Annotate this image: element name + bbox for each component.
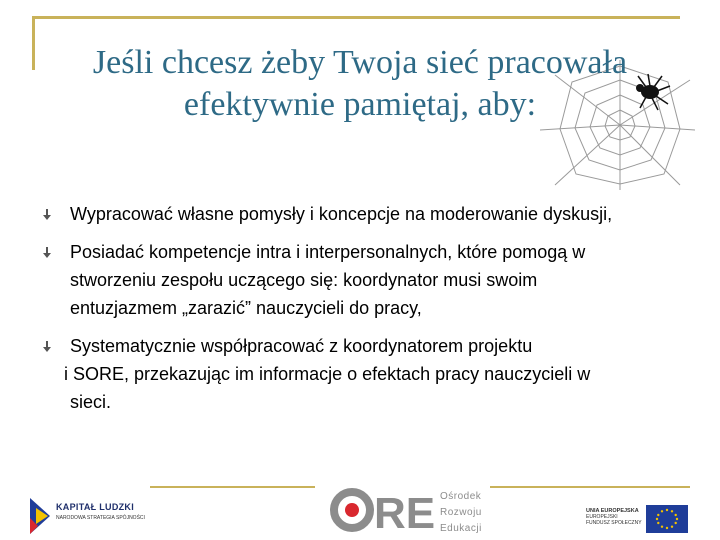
ore-institution-name [440, 489, 482, 537]
ore-word-3: Edukacji [440, 523, 482, 534]
eu-line-2: EUROPEJSKI [586, 514, 618, 520]
kapital-ludzki-text: KAPITAŁ LUDZKI [56, 502, 135, 512]
eu-line-1: UNIA EUROPEJSKA [586, 508, 639, 514]
list-item [40, 332, 690, 416]
eu-flag-icon [646, 505, 688, 533]
bullet-list [40, 200, 690, 426]
ore-word-2: Rozwoju [440, 507, 482, 518]
kapital-ludzki-logo [28, 496, 54, 536]
eu-text [586, 508, 646, 526]
bullet-icon [42, 247, 52, 259]
footer-rule-right [490, 486, 690, 488]
ore-word-1: Ośrodek [440, 491, 482, 502]
list-item [40, 238, 690, 322]
bullet-text: Systematycznie współpracować z koordynatorem projektu [70, 336, 533, 356]
ore-logo [330, 486, 435, 536]
bullet-text-cont: i SORE, przekazując im informacje o efektach pracy nauczycieli w [64, 364, 591, 384]
title-line-1: Jeśli chcesz żeby Twoja sieć pracowała [92, 44, 628, 81]
bullet-text-cont: sieci. [70, 392, 112, 412]
footer-rule-left [150, 486, 315, 488]
bullet-text-cont: entuzjazmem „zarazić” nauczycieli do pracy, [70, 298, 422, 318]
title-line-2: efektywnie pamiętaj, aby: [183, 86, 537, 123]
bullet-icon [42, 209, 52, 221]
bullet-text: Posiadać kompetencje intra i interpersonalnych, które pomogą w [70, 242, 586, 262]
bullet-icon [42, 341, 52, 353]
bullet-text: Wypracować własne pomysły i koncepcje na moderowanie dyskusji, [70, 204, 613, 224]
title-frame-top [32, 16, 680, 19]
svg-text:RE: RE [374, 489, 435, 536]
list-item [40, 200, 690, 228]
bullet-text-cont: stworzeniu zespołu uczącego się: koordynator musi swoim [70, 270, 538, 290]
eu-line-3: FUNDUSZ SPOŁECZNY [586, 520, 642, 526]
slide-title [30, 42, 690, 126]
kapital-ludzki-subtitle: NARODOWA STRATEGIA SPÓJNOŚCI [56, 515, 145, 521]
